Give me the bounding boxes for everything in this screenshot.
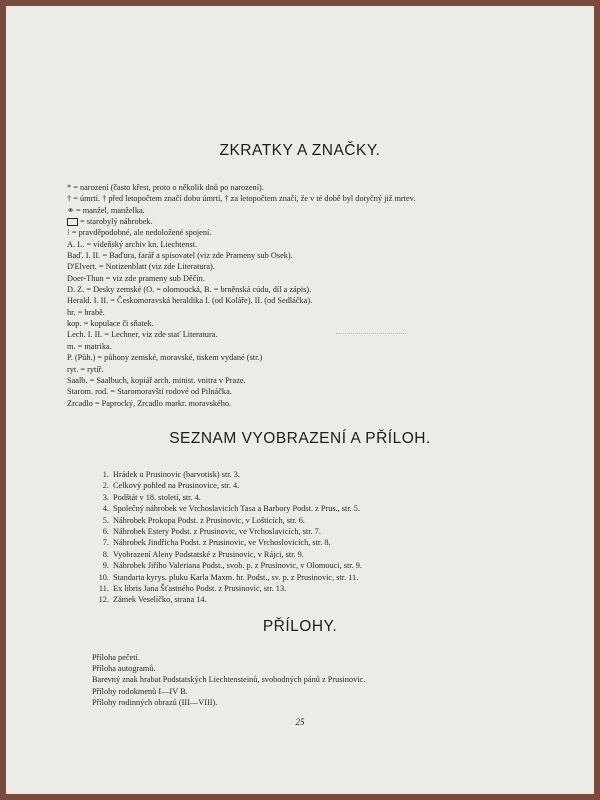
item-text: Zámek Veselíčko, strana 14. bbox=[113, 595, 207, 605]
item-number: 3. bbox=[102, 492, 109, 502]
abbreviation-entry bbox=[67, 216, 567, 227]
item-text: Hrádek u Prusinovic (barvotisk) str. 3. bbox=[113, 470, 240, 479]
abbreviation-entry: Lech. I. II. = Lechner, viz zde stať Literatura. bbox=[67, 330, 218, 340]
list-item bbox=[95, 560, 525, 571]
abbreviation-entry: * = narození (často křest, proto o několik dnů po narození). bbox=[67, 183, 264, 192]
list-item bbox=[95, 515, 525, 526]
abbreviation-entry: Doer-Thun = viz zde prameny sub Děčín. bbox=[67, 273, 205, 283]
tombstone-box-icon bbox=[67, 218, 78, 226]
abbreviation-entry: ryt. = rytíř. bbox=[67, 364, 104, 374]
item-number: 8. bbox=[102, 549, 109, 559]
item-text: Náhrobek Estery Podst. z Prusinovic, ve Vrchoslavicích, str. 7. bbox=[113, 526, 321, 536]
abbreviation-entry: A. L. = vídeňský archiv kn. Liechtenst. bbox=[67, 239, 198, 249]
list-item bbox=[95, 549, 525, 560]
attachments-list bbox=[92, 652, 542, 708]
item-number: 1. bbox=[102, 470, 109, 479]
abbreviation-entry: Baď. I. II. = Baďura, farář a spisovatel (viz zde Prameny sub Osek). bbox=[67, 251, 293, 261]
list-item bbox=[95, 526, 525, 537]
item-text: Celkový pohled na Prusinovice, str. 4. bbox=[113, 481, 240, 491]
abbreviation-text: = starobylý náhrobek. bbox=[80, 217, 153, 227]
abbreviation-entry: Starom. rod. = Staromoravští rodové od Pilnáčka. bbox=[67, 387, 232, 397]
abbreviation-entry: P. (Půh.) = půhony zemské, moravské, tiskem vydané (str.) bbox=[67, 353, 263, 363]
item-text: Náhrobek Jiřího Valeriana Podst., svob. p. z Prusinovic, v Olomouci, str. 9. bbox=[113, 561, 362, 571]
item-text: Vyobrazení Aleny Podstatské z Prusinovic, v Rájci, str. 9. bbox=[113, 549, 304, 559]
abbreviation-entry: Saalb. = Saalbuch, kopiář arch. minist. vnitra v Praze. bbox=[67, 375, 246, 385]
item-text: Podštát v 18. století, str. 4. bbox=[113, 492, 201, 502]
abbreviations-list bbox=[67, 182, 567, 409]
item-text: Náhrobek Prokopa Podst. z Prusinovic, v Lošticích, str. 6. bbox=[113, 515, 305, 525]
item-text: Společný náhrobek ve Vrchoslavicích Tasa a Barbory Podst. z Prus., str. 5. bbox=[113, 504, 361, 514]
abbreviation-entry: Zrcadlo = Paprocký, Zrcadlo markr. moravského. bbox=[67, 398, 232, 408]
item-text: Náhrobek Jindřicha Podst. z Prusinovic, ve Vrchoslovicích, str. 8. bbox=[113, 538, 331, 548]
list-item bbox=[95, 503, 525, 514]
print-speck bbox=[336, 333, 406, 337]
item-number: 11. bbox=[98, 583, 109, 593]
list-item bbox=[95, 469, 525, 480]
item-text: Ex libris Jana Šťastného Podst. z Prusinovic, str. 13. bbox=[113, 583, 287, 593]
abbreviation-entry: ⁝ = pravděpodobné, ale nedoložené spojení. bbox=[67, 228, 212, 238]
list-item bbox=[95, 572, 525, 583]
illustrations-list bbox=[95, 469, 525, 606]
item-number: 7. bbox=[102, 538, 109, 548]
abbreviation-entry: Herald. I. II. = Českomoravská heraldika I. (od Koláře). II. (od Sedláčka). bbox=[67, 296, 313, 306]
abbreviation-entry: ⚭ = manžel, manželka. bbox=[67, 205, 145, 215]
attachment-entry: Příloha autogramů. bbox=[92, 664, 156, 674]
list-item bbox=[95, 537, 525, 548]
illustrations-heading: SEZNAM VYOBRAZENÍ A PŘÍLOH. bbox=[169, 430, 431, 447]
abbreviation-entry: m. = matrika. bbox=[67, 341, 112, 351]
list-item bbox=[95, 480, 525, 491]
item-number: 10. bbox=[98, 572, 109, 582]
item-number: 12. bbox=[98, 595, 109, 605]
list-item bbox=[95, 594, 525, 605]
item-number: 6. bbox=[102, 526, 109, 536]
attachments-heading: PŘÍLOHY. bbox=[262, 618, 338, 635]
item-text: Standarta kyrys. pluku Karla Maxm. hr. Podst., sv. p. z Prusinovic, str. 11. bbox=[113, 572, 359, 582]
attachment-entry: Přílohy rodokmenů I—IV B. bbox=[92, 686, 188, 696]
abbreviation-entry: D. Z. = Desky zemské (O. = olomoucká, B. = brněnská cúdu, díl a zápis). bbox=[67, 285, 312, 295]
attachment-entry: Přílohy rodinných obrazů (III—VIII). bbox=[92, 697, 218, 707]
attachment-entry: Barevný znak hrabat Podstatských Liechtensteinů, svobodných pánů z Prusinovic. bbox=[92, 675, 366, 685]
abbreviation-entry: hr. = hrabě. bbox=[67, 307, 105, 317]
list-item bbox=[95, 583, 525, 594]
page-number: 25 bbox=[295, 717, 305, 727]
document-page bbox=[6, 6, 594, 794]
item-number: 2. bbox=[102, 481, 109, 491]
list-item bbox=[95, 492, 525, 503]
item-number: 5. bbox=[102, 515, 109, 525]
item-number: 9. bbox=[102, 561, 109, 571]
attachment-entry: Příloha pečetí. bbox=[92, 653, 140, 662]
item-number: 4. bbox=[102, 504, 109, 514]
abbreviation-entry: D'Elvert. = Notizenblatt (viz zde Literatura). bbox=[67, 262, 215, 272]
abbreviations-heading: ZKRATKY A ZNAČKY. bbox=[219, 142, 381, 159]
abbreviation-entry: † = úmrtí. † před letopočtem značí dobu úmrtí, † za letopočtem značí, že v té době byl dotyčný již mrtev. bbox=[67, 194, 416, 204]
abbreviation-entry: kop. = kopulace či sňatek. bbox=[67, 319, 154, 329]
